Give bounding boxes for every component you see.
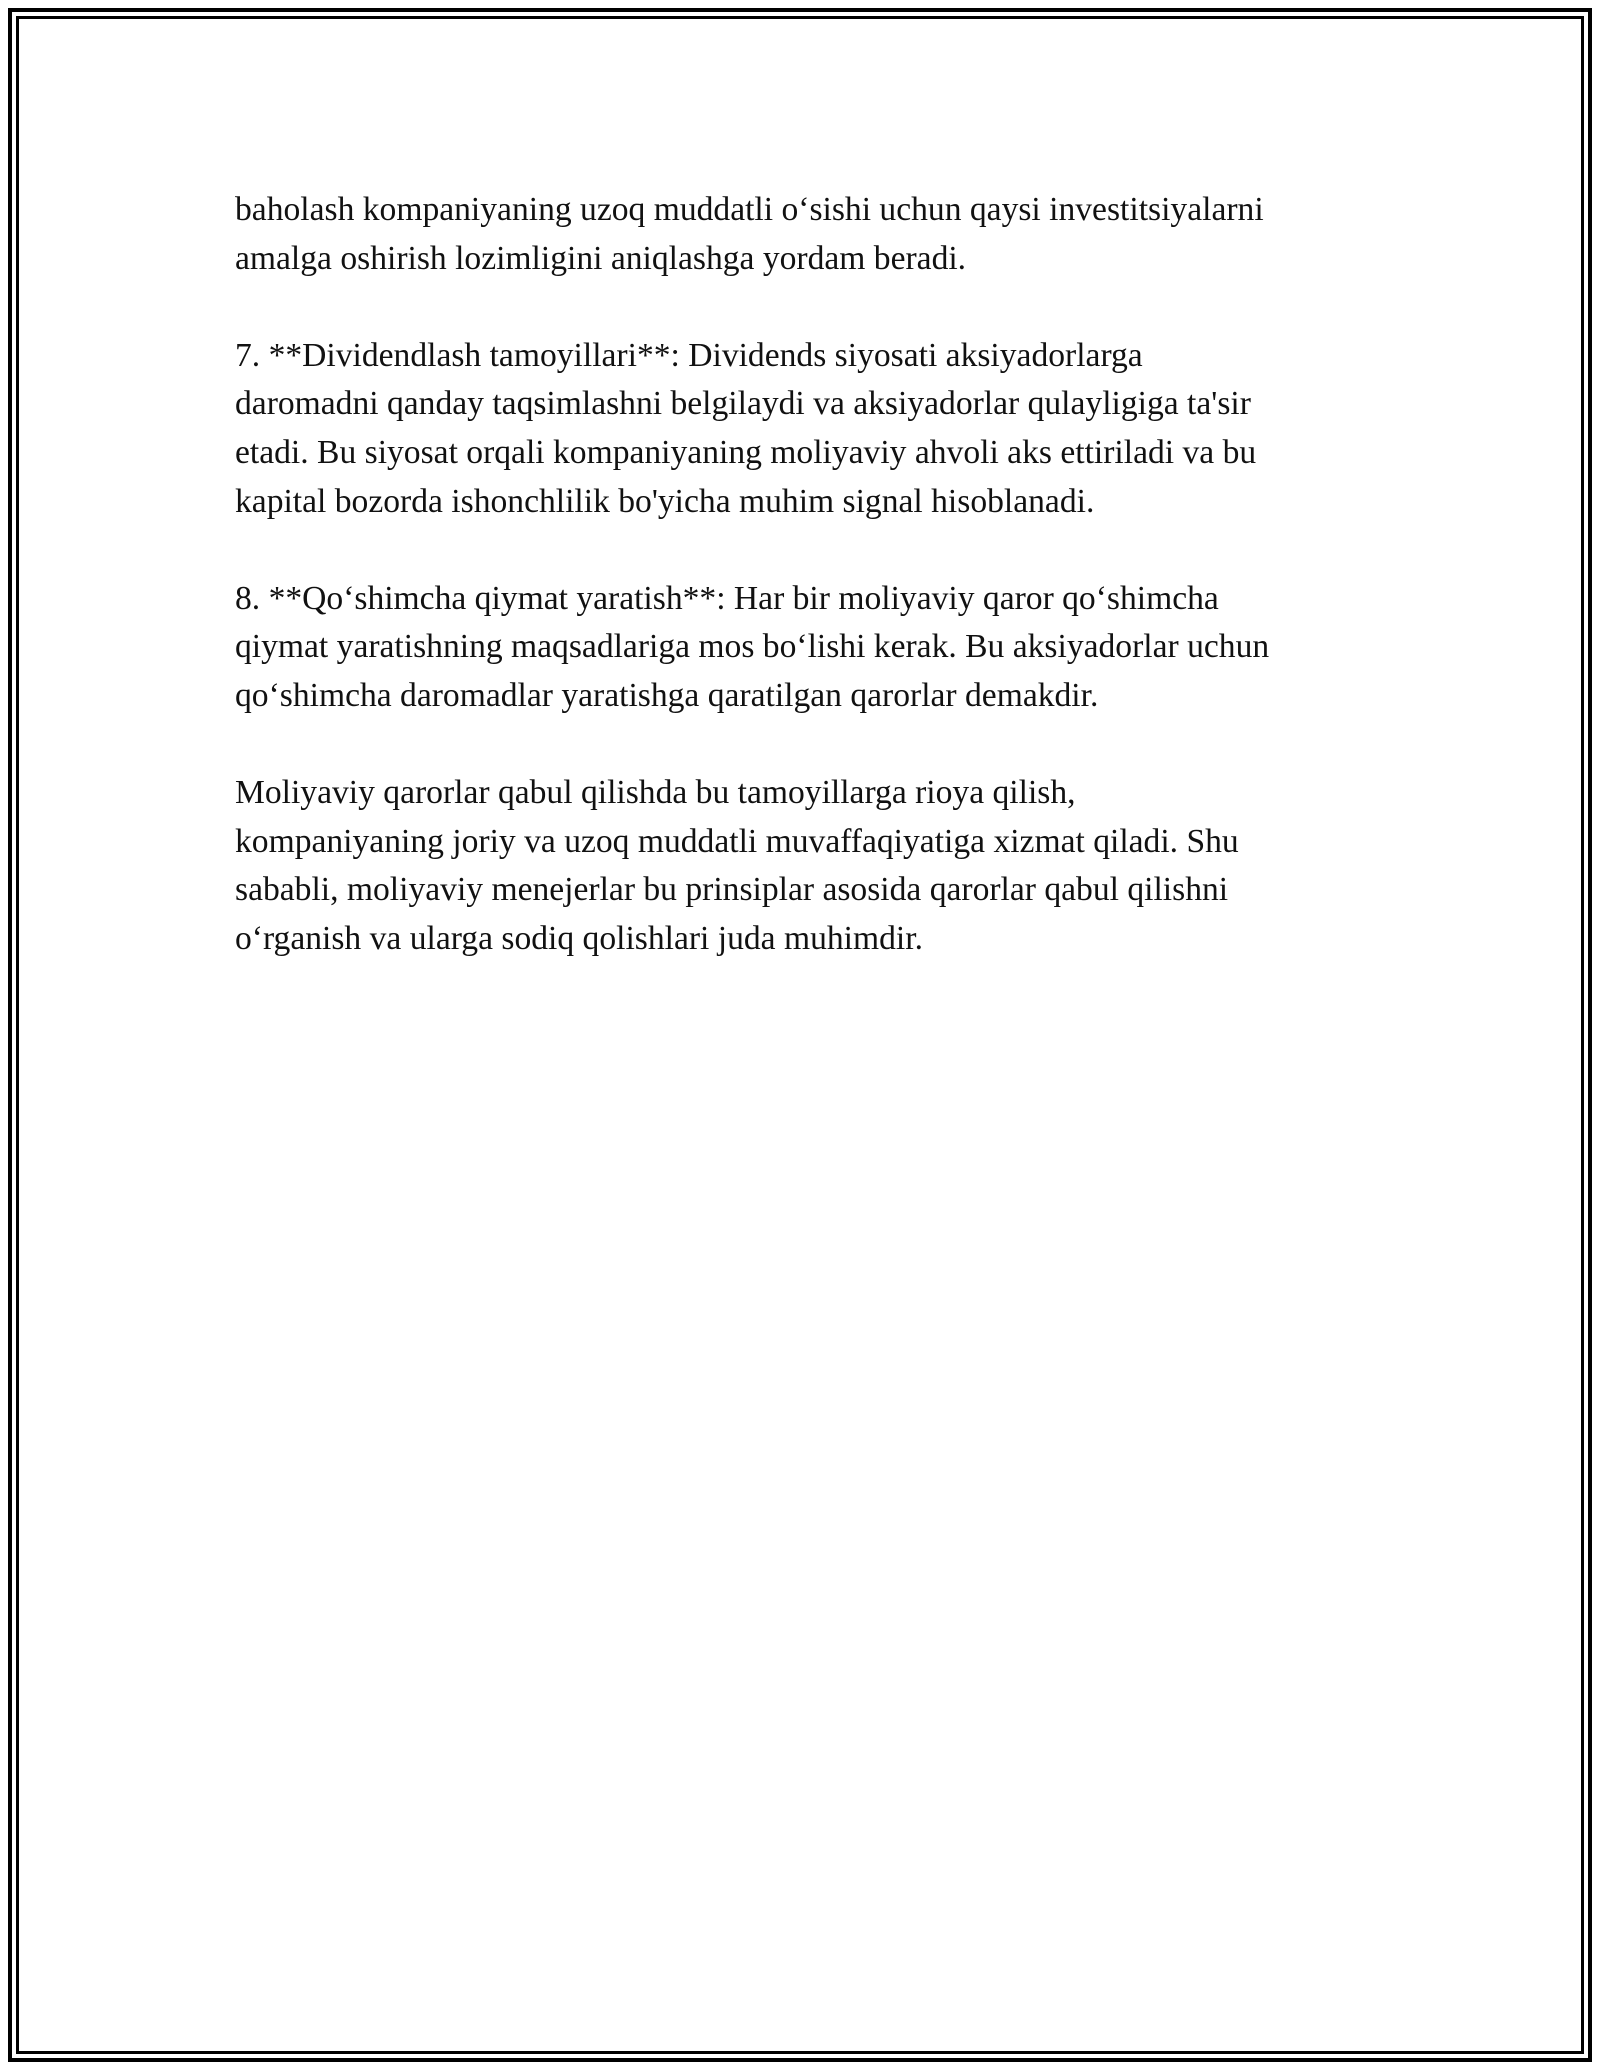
paragraph-line: 7. **Dividendlash tamoyillari**: Dividends siyosati aksiyadorlarga (235, 336, 1143, 374)
paragraph-line: kapital bozorda ishonchlilik bo'yicha muhim signal hisoblanadi. (235, 482, 1095, 520)
document-body (235, 186, 1385, 964)
paragraph-line: Moliyaviy qarorlar qabul qilishda bu tamoyillarga rioya qilish, (235, 774, 1076, 812)
paragraph-investment-decision-continuation (235, 186, 1385, 283)
paragraph-line: sababli, moliyaviy menejerlar bu prinsiplar asosida qarorlar qabul qilishni (235, 871, 1229, 909)
paragraph-line: amalga oshirish lozimligini aniqlashga yordam beradi. (235, 239, 967, 277)
paragraph-line: 8. **Qo‘shimcha qiymat yaratish**: Har bir moliyaviy qaror qo‘shimcha (235, 579, 1219, 617)
paragraph-line: qo‘shimcha daromadlar yaratishga qaratilgan qarorlar demakdir. (235, 676, 1099, 714)
paragraph-line: kompaniyaning joriy va uzoq muddatli muvaffaqiyatiga xizmat qiladi. Shu (235, 822, 1239, 860)
paragraph-dividend-principles (235, 332, 1385, 526)
paragraph-value-creation (235, 575, 1385, 721)
paragraph-line: daromadni qanday taqsimlashni belgilaydi va aksiyadorlar qulayligiga ta'sir (235, 385, 1251, 423)
paragraph-line: o‘rganish va ularga sodiq qolishlari juda muhimdir. (235, 919, 923, 957)
paragraph-line: baholash kompaniyaning uzoq muddatli o‘sishi uchun qaysi investitsiyalarni (235, 191, 1264, 228)
paragraph-line: etadi. Bu siyosat orqali kompaniyaning moliyaviy ahvoli aks ettiriladi va bu (235, 433, 1257, 471)
paragraph-line: qiymat yaratishning maqsadlariga mos bo‘lishi kerak. Bu aksiyadorlar uchun (235, 628, 1270, 666)
paragraph-conclusion (235, 769, 1385, 963)
